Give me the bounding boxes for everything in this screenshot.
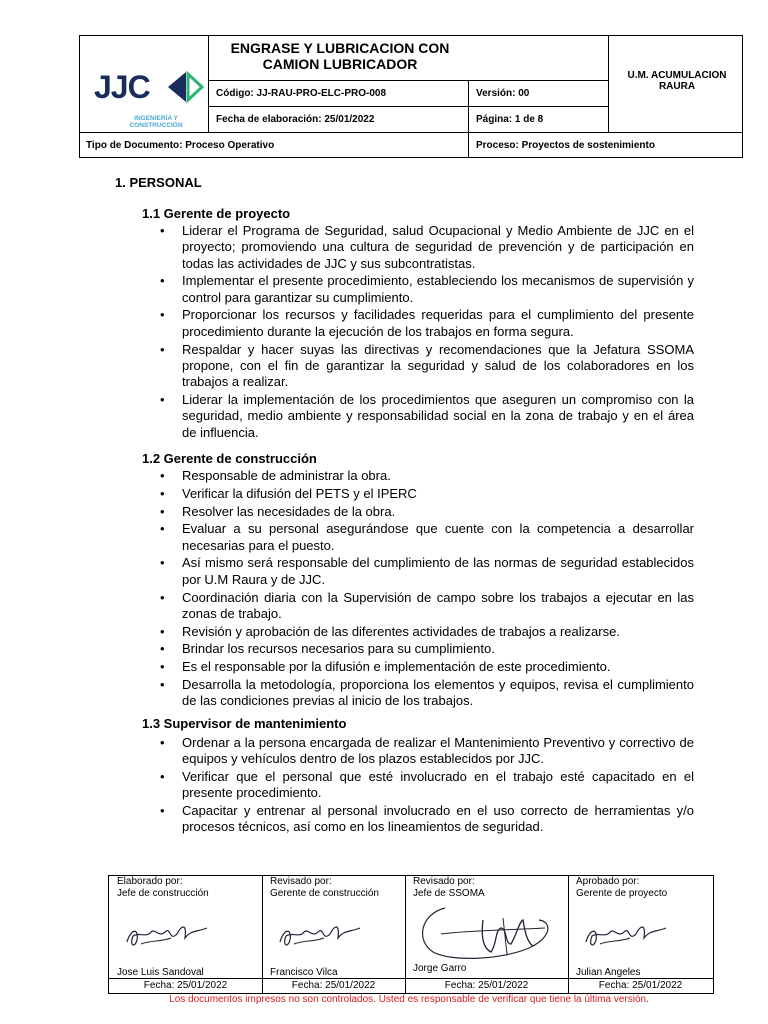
signature-label: Elaborado por: [117, 876, 183, 887]
signature-role: Jefe de construcción [117, 888, 209, 899]
signature-date: Fecha: 25/01/2022 [143, 980, 228, 991]
signature-date: Fecha: 25/01/2022 [291, 980, 376, 991]
signer-name: Francisco Vilca [270, 967, 338, 978]
subsection-list [182, 468, 694, 711]
company-logo [86, 50, 204, 129]
logo-arrow-icon [164, 70, 204, 104]
signature-role: Jefe de SSOMA [413, 888, 485, 899]
list-item: • Verificar la difusión del PETS y el IPERC [182, 486, 694, 502]
list-item: • Coordinación diaria con la Supervisión de campo sobre los trabajos a ejecutar en las zonas de trabajo. [182, 590, 694, 623]
list-item: • Brindar los recursos necesarios para su cumplimiento. [182, 641, 694, 657]
list-item: • Liderar el Programa de Seguridad, salud Ocupacional y Medio Ambiente de JJC en el proyecto; promoviendo una cultura de seguridad de prevención y de participación en todas las actividades de JJC y sus subcontratistas. [182, 223, 694, 272]
list-item: • Evaluar a su personal asegurándose que cuente con la competencia a desarrollar necesarias para el puesto. [182, 521, 694, 554]
subsection-list [182, 735, 694, 837]
document-code: Código: JJ-RAU-PRO-ELC-PRO-008 [216, 87, 387, 99]
signature-label: Revisado por: [270, 876, 332, 887]
document-date: Fecha de elaboración: 25/01/2022 [216, 113, 375, 125]
list-item: • Liderar la implementación de los procedimientos que aseguren un compromiso con la seguridad, medio ambiente y responsabilidad social en la zona de trabajo y en el área de influencia. [182, 392, 694, 441]
logo-subtitle: INGENIERÍA Y CONSTRUCCIÓN [129, 115, 183, 129]
mining-unit: U.M. ACUMULACION RAURA [627, 70, 727, 92]
list-item: • Implementar el presente procedimiento, estableciendo los mecanismos de supervisión y control para garantizar su cumplimiento. [182, 273, 694, 306]
subsection-title: 1.3 Supervisor de mantenimiento [142, 716, 347, 731]
list-item: • Resolver las necesidades de la obra. [182, 504, 694, 520]
signer-name: Julian Angeles [576, 967, 641, 978]
list-item: • Es el responsable por la difusión e implementación de este procedimiento. [182, 659, 694, 675]
signer-name: Jose Luis Sandoval [117, 967, 204, 978]
list-item: • Revisión y aprobación de las diferentes actividades de trabajos a realizarse. [182, 624, 694, 640]
list-item: • Ordenar a la persona encargada de realizar el Mantenimiento Preventivo y correctivo de equipos y vehículos dentro de los plazos establecidos por JJC. [182, 735, 694, 768]
subsection-title: 1.2 Gerente de construcción [142, 451, 317, 466]
list-item: • Verificar que el personal que esté involucrado en el trabajo esté capacitado en el presente procedimiento. [182, 769, 694, 802]
document-type: Tipo de Documento: Proceso Operativo [86, 139, 275, 151]
subsection-list [182, 223, 694, 442]
signature-cell [262, 876, 405, 994]
signature-table [108, 875, 714, 994]
subsection-title: 1.1 Gerente de proyecto [142, 206, 291, 221]
signature-role: Gerente de construcción [270, 888, 379, 899]
signature-label: Aprobado por: [576, 876, 640, 887]
handwritten-signature [411, 900, 561, 966]
signature-cell [568, 876, 713, 994]
list-item: • Desarrolla la metodología, proporciona los elementos y equipos, revisa el cumplimiento de las condiciones previas al inicio de los trabajos. [182, 677, 694, 710]
document-page: Página: 1 de 8 [476, 113, 544, 125]
signature-role: Gerente de proyecto [576, 888, 668, 899]
document-process: Proceso: Proyectos de sostenimiento [476, 139, 655, 151]
handwritten-signature [121, 914, 213, 954]
document-title: ENGRASE Y LUBRICACION CON CAMION LUBRICADOR [230, 40, 450, 72]
footer-disclaimer: Los documentos impresos no son controlados. Usted es responsable de verificar que tiene la última versión. [169, 994, 649, 1005]
handwritten-signature [580, 914, 672, 954]
signature-label: Revisado por: [413, 876, 475, 887]
list-item: • Responsable de administrar la obra. [182, 468, 694, 484]
logo-brand: JJC [94, 69, 150, 105]
signature-date: Fecha: 25/01/2022 [444, 980, 529, 991]
list-item: • Proporcionar los recursos y facilidades requeridas para el cumplimiento del presente procedimiento durante la ejecución de los trabajos en forma segura. [182, 307, 694, 340]
list-item: • Así mismo será responsable del cumplimiento de las normas de seguridad establecidos por U.M Raura y de JJC. [182, 555, 694, 588]
document-header [79, 35, 743, 158]
section-title: 1. PERSONAL [115, 175, 202, 190]
handwritten-signature [274, 914, 366, 954]
signer-name: Jorge Garro [413, 963, 467, 974]
signature-cell [405, 876, 568, 994]
list-item: • Respaldar y hacer suyas las directivas y recomendaciones que la Jefatura SSOMA propone, con el fin de garantizar la seguridad y salud de los colaboradores en los trabajos a realizar. [182, 342, 694, 391]
document-version: Versión: 00 [476, 87, 530, 99]
list-item: • Capacitar y entrenar al personal involucrado en el uso correcto de herramientas y/o procesos técnicos, así como en los lineamientos de seguridad. [182, 803, 694, 836]
signature-date: Fecha: 25/01/2022 [598, 980, 683, 991]
signature-cell [109, 876, 262, 994]
